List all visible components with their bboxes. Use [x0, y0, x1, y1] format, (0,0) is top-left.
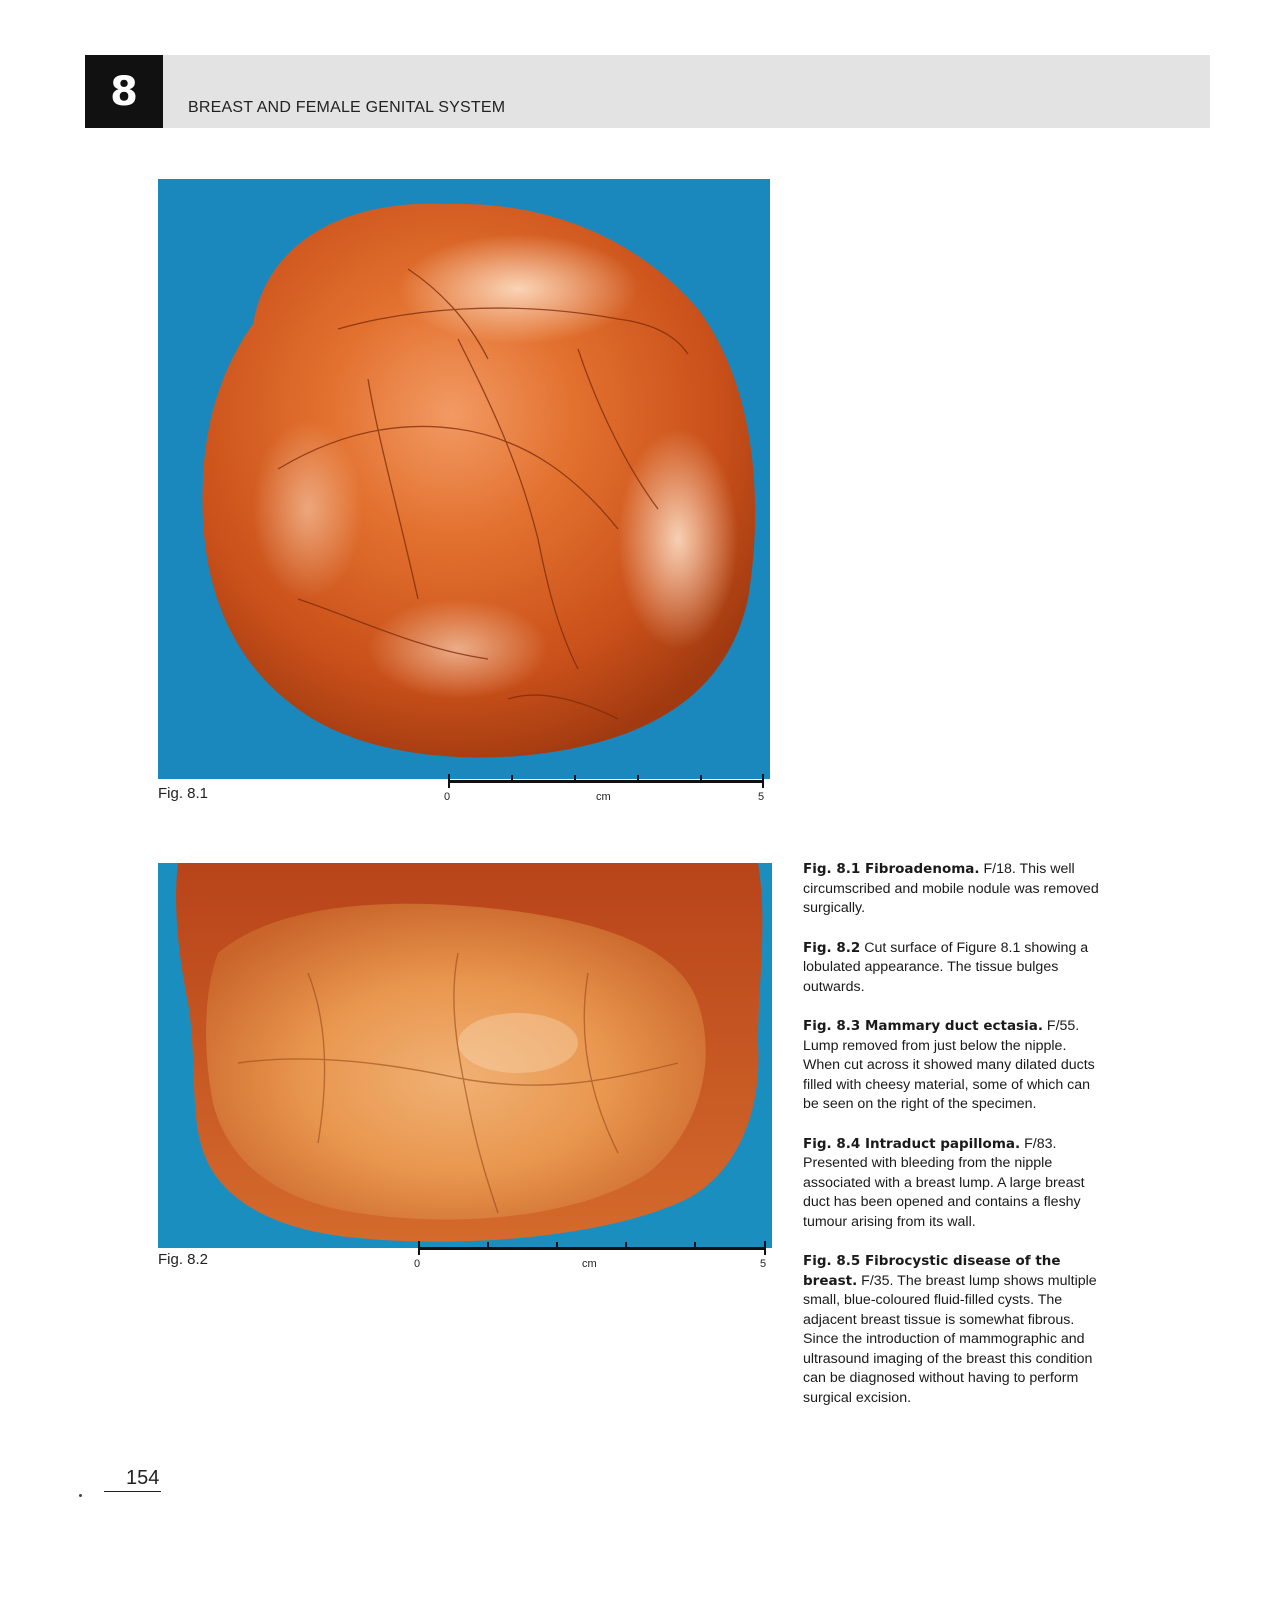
caption-fig-8-2 [803, 939, 1103, 998]
caption-text: F/83. Presented with bleeding from the nipple associated with a breast lump. A large breast duct has been opened and contains a fleshy tumour arising from its wall. [803, 1135, 1085, 1230]
chapter-title: BREAST AND FEMALE GENITAL SYSTEM [188, 99, 506, 116]
caption-text: F/55. Lump removed from just below the nipple. When cut across it showed many dilated ducts filled with cheesy material, some of which can be seen on the right of the specimen. [803, 1018, 1095, 1112]
chapter-number-box [85, 55, 163, 128]
caption-lead: Fig. 8.1 Fibroadenoma. [803, 861, 980, 877]
caption-text: Cut surface of Figure 8.1 showing a lobulated appearance. The tissue bulges outwards. [803, 939, 1089, 995]
caption-lead: Fig. 8.3 Mammary duct ectasia. [803, 1018, 1043, 1034]
chapter-number: 8 [110, 68, 138, 115]
caption-fig-8-1 [803, 860, 1103, 919]
caption-text: F/35. The breast lump shows multiple small, blue-coloured fluid-filled cysts. The adjacent breast tissue is somewhat fibrous. Since the introduction of mammographic and ultrasound imaging of the breast this condition can be diagnosed without having to perform surgical excision. [803, 1272, 1097, 1406]
scale-end-label: 5 [760, 1258, 767, 1270]
caption-lead: Fig. 8.2 [803, 939, 861, 956]
page-number: 154 [104, 1467, 161, 1492]
scale-start-label: 0 [444, 791, 451, 803]
caption-fig-8-4 [803, 1135, 1103, 1233]
figure-8-1-scale-bar [444, 774, 765, 804]
margin-dot [79, 1494, 82, 1497]
chapter-header-band [85, 55, 1210, 128]
scale-end-label: 5 [758, 791, 765, 803]
figure-8-2-photo [158, 863, 772, 1248]
caption-fig-8-3 [803, 1017, 1103, 1115]
scale-unit-label: cm [582, 1258, 597, 1270]
scale-unit-label: cm [596, 791, 611, 803]
caption-lead: Fig. 8.5 Fibrocystic disease of the breast. [803, 1253, 1061, 1289]
figure-8-2-label: Fig. 8.2 [158, 1251, 209, 1268]
scale-start-label: 0 [414, 1258, 421, 1270]
figure-8-1-photo [158, 179, 770, 779]
caption-fig-8-5 [803, 1252, 1103, 1408]
caption-text: F/18. This well circumscribed and mobile nodule was removed surgically. [803, 861, 1099, 916]
figure-captions [803, 860, 1103, 1428]
figure-8-1-label: Fig. 8.1 [158, 785, 209, 802]
caption-lead: Fig. 8.4 Intraduct papilloma. [803, 1135, 1021, 1152]
figure-8-2-scale-bar [414, 1241, 767, 1271]
